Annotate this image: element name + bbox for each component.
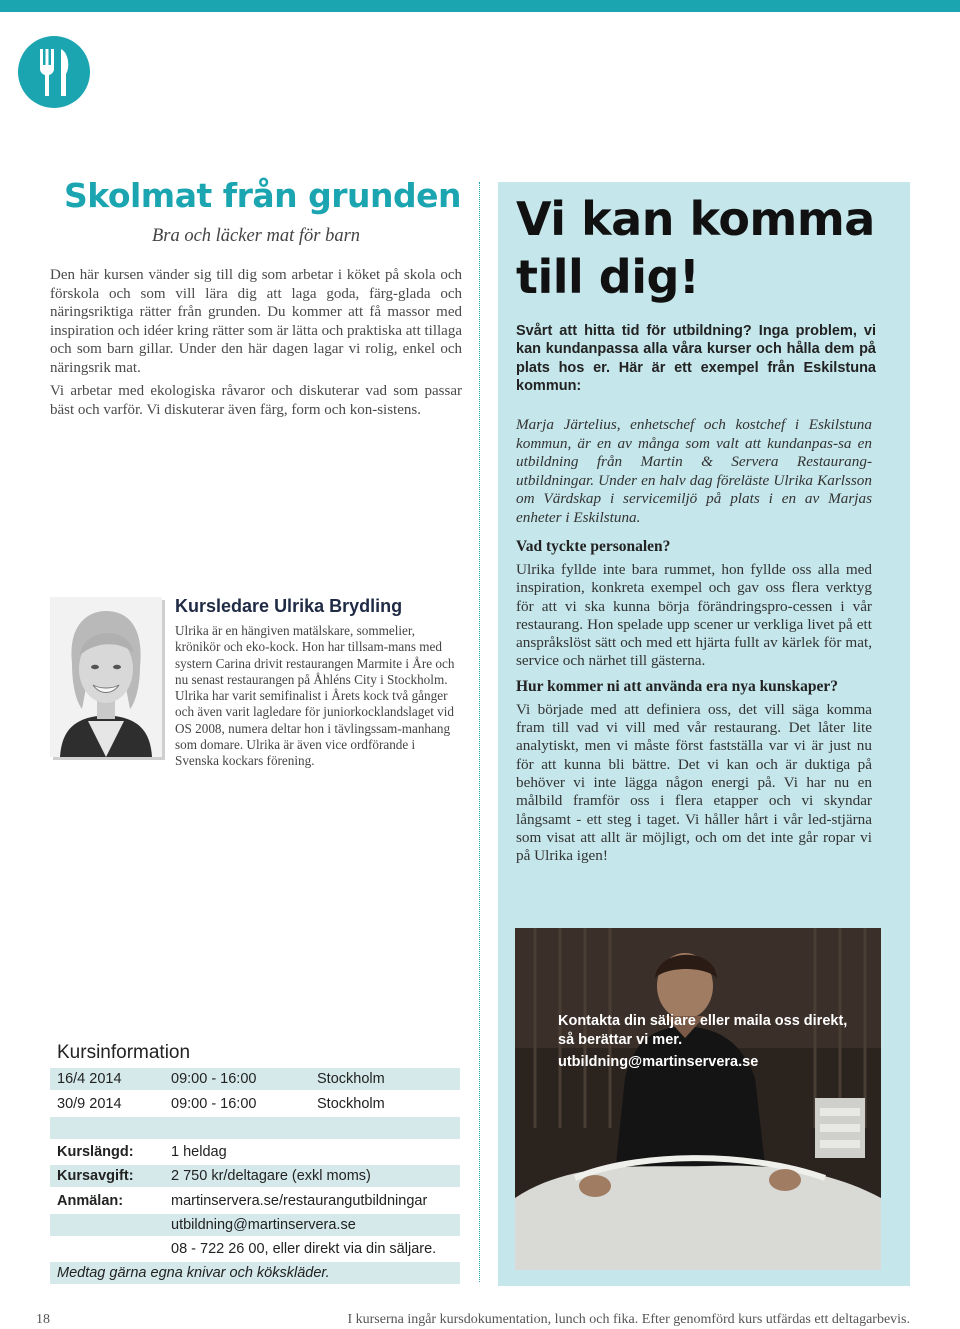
interview-question: Hur kommer ni att använda era nya kunskaper? bbox=[516, 677, 838, 695]
column-divider bbox=[479, 182, 480, 1282]
panel-title: Vi kan komma till dig! bbox=[516, 192, 875, 304]
panel-lead: Svårt att hitta tid för utbildning? Inga problem, vi kan kundanpassa alla våra kurser och hålla dem på plats hos er. Här är ett exempel från Eskilstuna kommun: bbox=[516, 323, 876, 394]
fee-row bbox=[50, 1165, 460, 1187]
interview-answer: Ulrika fyllde inte bara rummet, hon fyllde oss alla med inspiration, konkreta exempel och gav oss flera verktyg för att vi ska kunna börja förändringspro-cessen i vår restaurang. Hon spelade upp scener ur verkliga livet på ett anspråkslöst sätt och med ett hjärta fullt av kärlek för mat, service och närhet till gästerna. bbox=[516, 561, 872, 670]
contact-text: Kontakta din säljare eller maila oss direkt, så berättar vi mer. bbox=[558, 1013, 848, 1048]
session-time: 09:00 - 16:00 bbox=[171, 1071, 257, 1087]
contact-caption bbox=[558, 1012, 848, 1072]
equipment-note: Medtag gärna egna knivar och kökskläder. bbox=[57, 1265, 330, 1281]
page-number: 18 bbox=[36, 1312, 50, 1327]
course-subtitle: Bra och läcker mat för barn bbox=[151, 226, 361, 246]
length-label: Kurslängd: bbox=[57, 1144, 134, 1160]
session-date: 30/9 2014 bbox=[57, 1096, 122, 1112]
session-place: Stockholm bbox=[317, 1071, 385, 1087]
signup-web-link[interactable]: martinservera.se/restaurangutbildningar bbox=[171, 1193, 428, 1209]
interview-answer: Vi började med att definiera oss, det vill säga komma fram till vad vi vill med vår restaurang. Det låter lite analytiskt, men vi måste först fastställa var vi är just nu för att kunna bli bättre. Det vi kan och är duktiga på behöver vi inte lägga någon energi på. Vi har nu en målbild framför oss i flera etapper och vi skyndar långsamt - ett steg i taget. Vi håller hårt i vår led-stjärna som visat att allt är möjligt, och om det inte går ropar vi på Ulrika igen! bbox=[516, 700, 872, 865]
contact-email[interactable]: utbildning@martinservera.se bbox=[558, 1054, 759, 1070]
length-row bbox=[50, 1141, 460, 1163]
signup-email-row bbox=[50, 1214, 460, 1236]
instructor-heading bbox=[175, 596, 402, 617]
instructor-prefix: Kursledare bbox=[175, 596, 270, 616]
session-date: 16/4 2014 bbox=[57, 1071, 122, 1087]
footer-note: I kurserna ingår kursdokumentation, lunch och fika. Efter genomförd kurs utfärdas ett deltagarbevis. bbox=[347, 1312, 910, 1327]
fee-label: Kursavgift: bbox=[57, 1168, 134, 1184]
description-paragraph: Den här kursen vänder sig till dig som arbetar i köket på skola och förskola och som vill lära dig att laga goda, färg-glada och näringsriktiga rätter från grunden. Du kommer att få massor med inspiration och idéer kring rätter som är lätta och praktiska att tillaga och som barn gillar. Under den här dagen lagar vi rolig, enkel och näringsrik mat. bbox=[50, 267, 462, 376]
fork-knife-icon bbox=[18, 36, 90, 108]
top-accent-bar bbox=[0, 0, 960, 12]
session-time: 09:00 - 16:00 bbox=[171, 1096, 257, 1112]
interview-question: Vad tyckte personalen? bbox=[516, 538, 671, 555]
waiter-photo bbox=[515, 928, 881, 1270]
spacer-row bbox=[50, 1117, 460, 1139]
session-row bbox=[50, 1068, 460, 1090]
length-value: 1 heldag bbox=[171, 1144, 227, 1160]
signup-phone-row bbox=[50, 1238, 460, 1260]
instructor-bio: Ulrika är en hängiven matälskare, sommelier, krönikör och eko-kock. Hon har tillsam-mans med systern Carina drivit restaurangen Marmite i Åre och nu senast restaurangen på Åhléns City i Stockholm. Ulrika har varit semifinalist i Årets kock två gånger och även varit lagledare för juniorkocklandslaget vid OS 2008, numera deltar hon i tävlingssam-manhang som domare. Ulrika är även vice ordförande i Svenska kockars förening. bbox=[175, 623, 455, 769]
course-info-title: Kursinformation bbox=[57, 1042, 191, 1063]
note-row bbox=[50, 1262, 460, 1284]
session-place: Stockholm bbox=[317, 1096, 385, 1112]
instructor-portrait bbox=[50, 597, 162, 757]
signup-phone: 08 - 722 26 00, eller direkt via din säljare. bbox=[171, 1241, 437, 1257]
panel-interview bbox=[516, 538, 872, 872]
logo-badge bbox=[18, 36, 90, 108]
description-paragraph: Vi arbetar med ekologiska råvaror och diskuterar vad som passar bäst och varför. Vi diskuterar även färg, form och kon-sistens. bbox=[50, 383, 462, 418]
fee-value: 2 750 kr/deltagare (exkl moms) bbox=[171, 1168, 371, 1184]
instructor-name: Ulrika Brydling bbox=[274, 596, 403, 616]
course-title: Skolmat från grunden bbox=[64, 176, 461, 215]
session-row bbox=[50, 1093, 460, 1115]
signup-row bbox=[50, 1190, 460, 1212]
signup-label: Anmälan: bbox=[57, 1193, 124, 1209]
panel-intro: Marja Järtelius, enhetschef och kostchef i Eskilstuna kommun, är en av många som valt att kundanpas-sa en utbildning från Martin & Servera Restaurang-utbildningar. Under en halv dag föreläste Ulrika Karlsson om Värdskap i servicemiljö på plats i en av Marjas enheter i Eskilstuna. bbox=[516, 416, 872, 526]
course-description bbox=[50, 266, 462, 424]
signup-email-link[interactable]: utbildning@martinservera.se bbox=[171, 1217, 356, 1233]
